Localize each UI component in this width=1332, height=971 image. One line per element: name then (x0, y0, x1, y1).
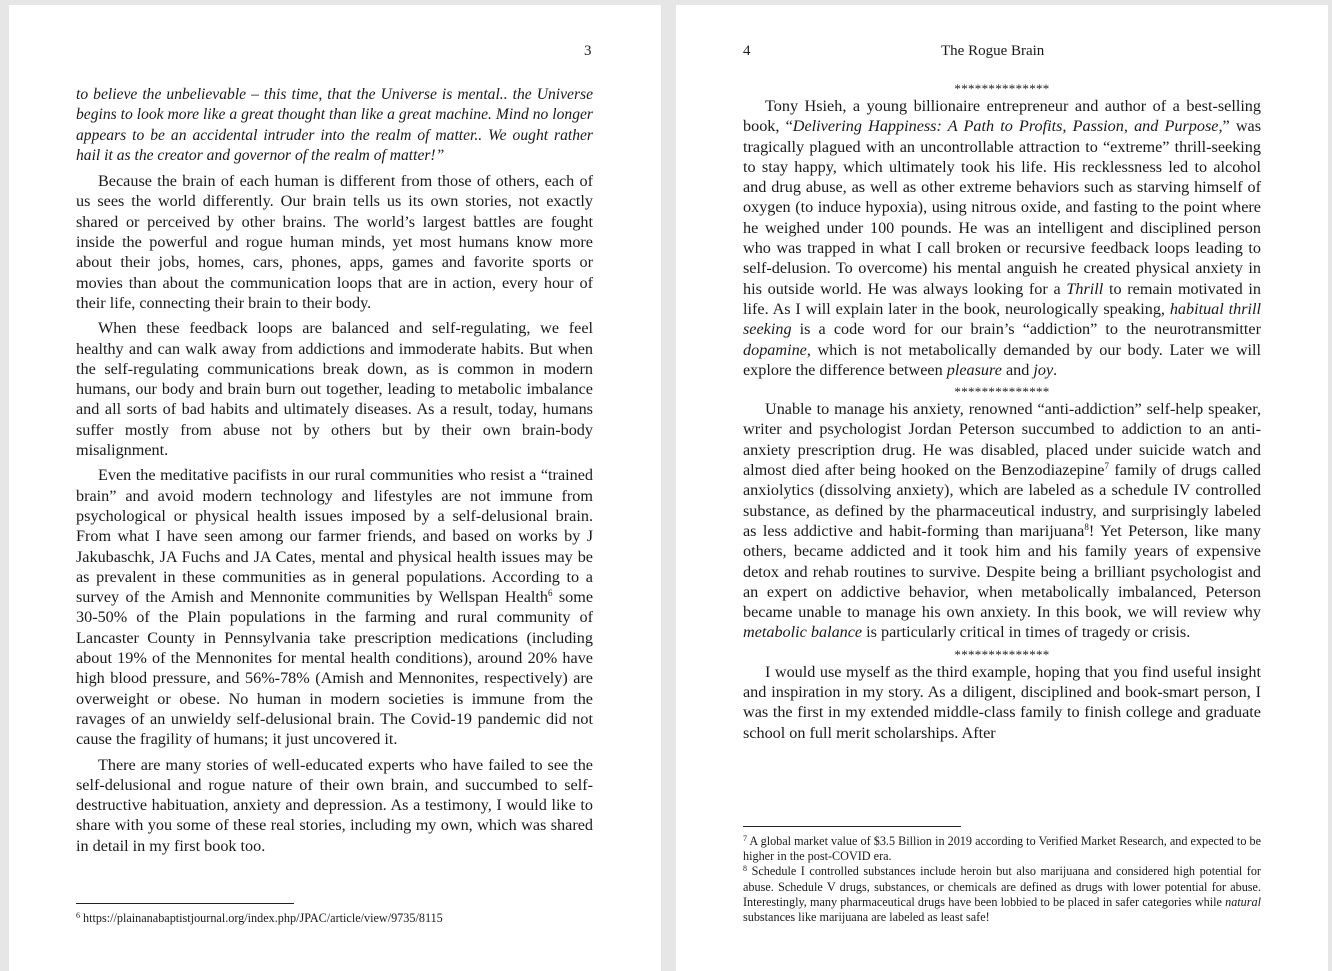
footnote-text: A global market value of $3.5 Billion in 2019 according to Verified Market Research, and expected to be higher in the post-COVID era. (743, 834, 1261, 864)
footnote-text: Schedule I controlled substances include heroin but also marijuana and considered high potential for abuse. Schedule V drugs, substances, or chemicals are defined as drugs with lower potential for abuse. Interestingly, many pharmaceutical drugs have been lobbied to be placed in safer categories while (743, 864, 1261, 909)
footnote-number: 6 (76, 911, 80, 920)
paragraph: When these feedback loops are balanced and self-regulating, we feel healthy and can walk away from addictions and immoderate habits. But when the self-regulating communications break down, as is common in modern humans, our body and brain burn out together, leading to metabolic imbalance and all sorts of bad habits and ultimately diseases. As a result, today, humans suffer mostly from abuse not by others but by their own brain-body misalignment. (76, 319, 593, 460)
paragraph-text: is a code word for our brain’s “addiction” to the neurotransmitter (791, 320, 1261, 339)
paragraph-text: is particularly critical in times of tragedy or crisis. (862, 623, 1191, 642)
footnote (743, 834, 1261, 864)
footnote-text: substances like marijuana are labeled as least safe! (743, 910, 990, 925)
page-number: 3 (584, 43, 592, 59)
emphasis: metabolic balance (743, 623, 863, 642)
paragraph-text: to remain motivated in life. As I will explain later in the book, neurologically speaking, (743, 279, 1261, 318)
emphasis: natural (1225, 894, 1261, 909)
page-number: 4 (743, 43, 751, 59)
footnote-number: 7 (743, 834, 747, 843)
running-head: The Rogue Brain (941, 43, 1045, 59)
footnote-ref[interactable]: 6 (547, 588, 553, 599)
footnote-divider (76, 903, 294, 904)
epigraph-quote: to believe the unbelievable – this time, that the Universe is mental.. the Universe begins to look more like a great thought than like a great machine. Mind no longer appears to be an accidental intruder into the realm of matter.. We ought rather hail it as the creator and governor of the realm of matter!” (76, 86, 593, 164)
book-title: Delivering Happiness: A Path to Profits, Passion, and Purpose, (792, 117, 1223, 136)
paragraph: There are many stories of well-educated experts who have failed to see the self-delusional and rogue nature of their own brain, and succumbed to self-destructive habituation, anxiety and depression. As a testimony, I would like to share with you some of these real stories, including my own, which was shared in detail in my first book too. (76, 755, 593, 855)
paragraph: I would use myself as the third example, hoping that you find useful insight and inspiration in my story. As a diligent, disciplined and book-smart person, I was the first in my extended middle-class family to finish college and graduate school on full merit scholarships. After (743, 662, 1261, 742)
section-separator: ************** (954, 384, 1050, 400)
paragraph-text: family of drugs called anxiolytics (dissolving anxiety), which are labeled as a schedule IV controlled substance, as defined by the pharmaceutical industry, and surprisingly labeled as less addictive and habit-forming than marijuana (743, 461, 1261, 540)
footnote-ref[interactable]: 8 (1084, 521, 1089, 532)
emphasis: joy (1033, 360, 1054, 379)
paragraph-text: Tony Hsieh, a young billionaire entrepreneur and author of a best-selling book, “ (743, 97, 1261, 136)
paragraph-text: , which is not metabolically demanded by our body. Later we will explore the difference between (743, 340, 1261, 379)
page-body (76, 85, 593, 861)
footnote-link[interactable]: https://plainanabaptistjournal.org/index.php/JPAC/article/view/9735/8115 (80, 911, 443, 925)
paragraph-text: ” was tragically plagued with an uncontrollable attraction to “extreme” thrill-seeking to stay happy, which ultimately took his life. His recklessness led to alcohol and drug abuse, as well as other extreme behaviors such as starving himself of oxygen (to induce hypoxia), using nitrous oxide, and fasting to the point where he weighed under 100 pounds. He was an intelligent and disciplined person who was trapped in what I call broken or recursive feedback loops leading to self-delusion. To overcome) his mental anguish he created physical anxiety in his outside world. He was always looking for a (743, 117, 1262, 298)
footnote (743, 864, 1261, 925)
paragraph: Because the brain of each human is different from those of others, each of us sees the world differently. Our brain tells us its own stories, not exactly shared or perceived by other brains. The world’s largest battles are fought inside the powerful and rogue human minds, yet most humans know more about their jobs, homes, cars, phones, apps, games and favorite sports or movies than about the communication loops that are in action, every hour of their life, connecting their brain to their body. (76, 172, 593, 312)
paragraph-text: . (1053, 360, 1058, 379)
section-separator: ************** (954, 81, 1050, 96)
paragraph (743, 399, 1261, 643)
right-page (676, 5, 1328, 971)
section-separator: ************** (954, 646, 1050, 662)
emphasis: dopamine (743, 340, 807, 359)
paragraph (76, 465, 593, 749)
emphasis: habitual thrill seeking (743, 299, 1261, 339)
footnote-number: 8 (743, 864, 747, 874)
paragraph-text: and (1001, 360, 1034, 379)
left-page (9, 5, 661, 971)
paragraph-text: Unable to manage his anxiety, renowned “anti-addiction” self-help speaker, writer and psychologist Jordan Peterson succumbed to addiction to an anti-anxiety prescription drug. He was disabled, placed under suicide watch and almost died after being hooked on the Benzodiazepine (743, 400, 1261, 480)
footnote-divider (743, 826, 961, 827)
paragraph-text: some 30-50% of the Plain populations in the farming and rural community of Lancaster County in Pennsylvania take prescription medications (including about 19% of the Mennonites for mental health conditions), around 20% have high blood pressure, and 56%-78% (Amish and Mennonites, respectively) are overweight or obese. No human in modern societies is immune from the ravages of an unwieldy self-delusional brain. The Covid-19 pandemic did not cause the fragility of humans; it just uncovered it. (76, 588, 594, 749)
footnotes (743, 834, 1261, 925)
emphasis: pleasure (946, 360, 1002, 379)
emphasis: Thrill (1066, 279, 1104, 298)
footnotes (76, 911, 596, 926)
paragraph-text: Even the meditative pacifists in our rural communities who resist a “trained brain” and avoid modern technology and lifestyles are not immune from psychological or physical health issues imposed by a self-delusional brain. From what I have seen among our farmer friends, and based on works by J Jakubaschk, JA Fuchs and JA Cates, mental and physical health issues may be as prevalent in these communities as in general populations. According to a survey of the Amish and Mennonite communities by Wellspan Health (76, 466, 593, 607)
paragraph-text: ! Yet Peterson, like many others, became addicted and it took him and his family years of expensive detox and rehab routines to survive. Despite being a brilliant psychologist and an expert on addictive behavior, when metabolically imbalanced, Peterson became unable to manage his own anxiety. In this book, we will review why (743, 521, 1261, 622)
footnote-ref[interactable]: 7 (1104, 461, 1109, 472)
footnote (76, 911, 596, 926)
page-body (743, 82, 1261, 748)
paragraph (743, 96, 1261, 380)
